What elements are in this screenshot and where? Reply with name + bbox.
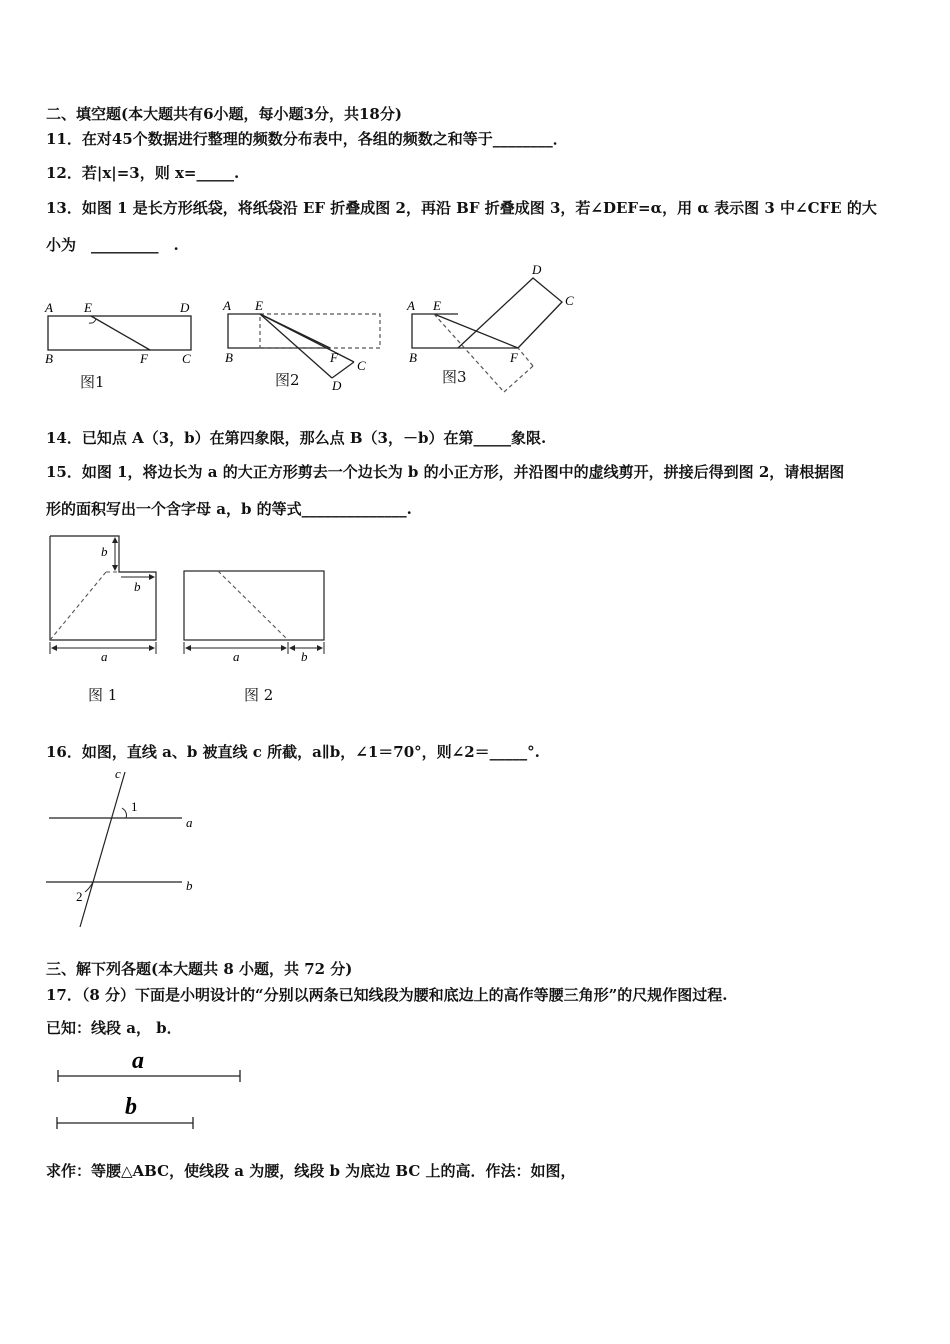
q15-fig2-label-a: a xyxy=(233,649,240,663)
fig2-label-f: F xyxy=(330,350,338,365)
q13-line1: 13．如图 1 是长方形纸袋，将纸袋沿 EF 折叠成图 2，再沿 BF 折叠成图 3，若∠DEF=α，用 α 表示图 3 中∠CFE 的大 xyxy=(46,199,877,217)
q17-segment-b-label: b xyxy=(125,1094,137,1120)
q15-figure-2 xyxy=(180,568,330,663)
fig1-label-f: F xyxy=(140,351,148,366)
q16-label-a: a xyxy=(186,815,193,830)
fig1-label-d: D xyxy=(180,300,190,315)
fig1-label-b: B xyxy=(45,351,53,366)
q12-text: 12．若|x|=3，则 x=_____. xyxy=(46,164,240,182)
q16-text: 16．如图，直线 a、b 被直线 c 所截，a∥b，∠1＝70°，则∠2＝_____°. xyxy=(46,743,540,761)
q15-figure-1 xyxy=(44,532,164,662)
fig3-label-f: F xyxy=(510,350,518,365)
section3-heading: 三、解下列各题(本大题共 8 小题，共 72 分) xyxy=(46,960,353,978)
section2-heading: 二、填空题(本大题共有6小题，每小题3分，共18分) xyxy=(46,105,402,123)
q14-text: 14．已知点 A（3，b）在第四象限，那么点 B（3，－b）在第_____象限. xyxy=(46,429,547,447)
q16-label-b: b xyxy=(186,878,193,893)
fig3-label-a: A xyxy=(407,298,415,313)
q15-fig2-label-b: b xyxy=(301,649,308,663)
fig3-label-d: D xyxy=(532,262,542,277)
fig1-label-a: A xyxy=(45,300,53,315)
q17-segment-a-label: a xyxy=(132,1048,144,1074)
q13-line2: 小为 _________ . xyxy=(46,236,179,254)
fig2-label-b: B xyxy=(225,350,233,365)
fig3-label-b: B xyxy=(409,350,417,365)
q15-fig2-caption: 图 2 xyxy=(244,686,274,704)
q13-fig2-caption: 图2 xyxy=(275,371,300,389)
q13-figure-3 xyxy=(400,262,585,402)
q16-figure xyxy=(40,764,210,932)
fig1-label-e: E xyxy=(84,300,92,315)
q16-label-1: 1 xyxy=(131,799,138,814)
fig2-label-c: C xyxy=(357,358,366,373)
fig3-label-c: C xyxy=(565,293,574,308)
q15-line1: 15．如图 1，将边长为 a 的大正方形剪去一个边长为 b 的小正方形，并沿图中的虚线剪开，拼接后得到图 2，请根据图 xyxy=(46,463,845,481)
q15-fig1-label-b-mid: b xyxy=(134,579,141,594)
q11-text: 11．在对45个数据进行整理的频数分布表中，各组的频数之和等于________． xyxy=(46,130,568,148)
q17-known: 已知：线段 a， b． xyxy=(46,1019,182,1037)
q15-fig1-caption: 图 1 xyxy=(88,686,118,704)
q16-label-2: 2 xyxy=(76,889,83,904)
fig2-label-d: D xyxy=(332,378,342,393)
q16-label-c: c xyxy=(115,766,121,781)
q15-line2: 形的面积写出一个含字母 a，b 的等式______________. xyxy=(46,500,412,518)
q13-figure-1 xyxy=(40,290,205,395)
q15-fig1-label-a: a xyxy=(101,649,108,662)
q13-figure-2 xyxy=(220,290,390,400)
q13-fig3-caption: 图3 xyxy=(442,368,467,386)
fig2-label-a: A xyxy=(223,298,231,313)
q15-fig1-label-b-top: b xyxy=(101,544,108,559)
q17-task: 求作：等腰△ABC，使线段 a 为腰，线段 b 为底边 BC 上的高．作法：如图， xyxy=(46,1162,576,1180)
fig3-label-e: E xyxy=(433,298,441,313)
fig1-label-c: C xyxy=(182,351,191,366)
q13-fig1-caption: 图1 xyxy=(80,373,105,391)
fig2-label-e: E xyxy=(255,298,263,313)
q17-segments xyxy=(50,1040,250,1135)
q17-text: 17．（8 分）下面是小明设计的“分别以两条已知线段为腰和底边上的高作等腰三角形”的尺规作图过程. xyxy=(46,986,728,1004)
